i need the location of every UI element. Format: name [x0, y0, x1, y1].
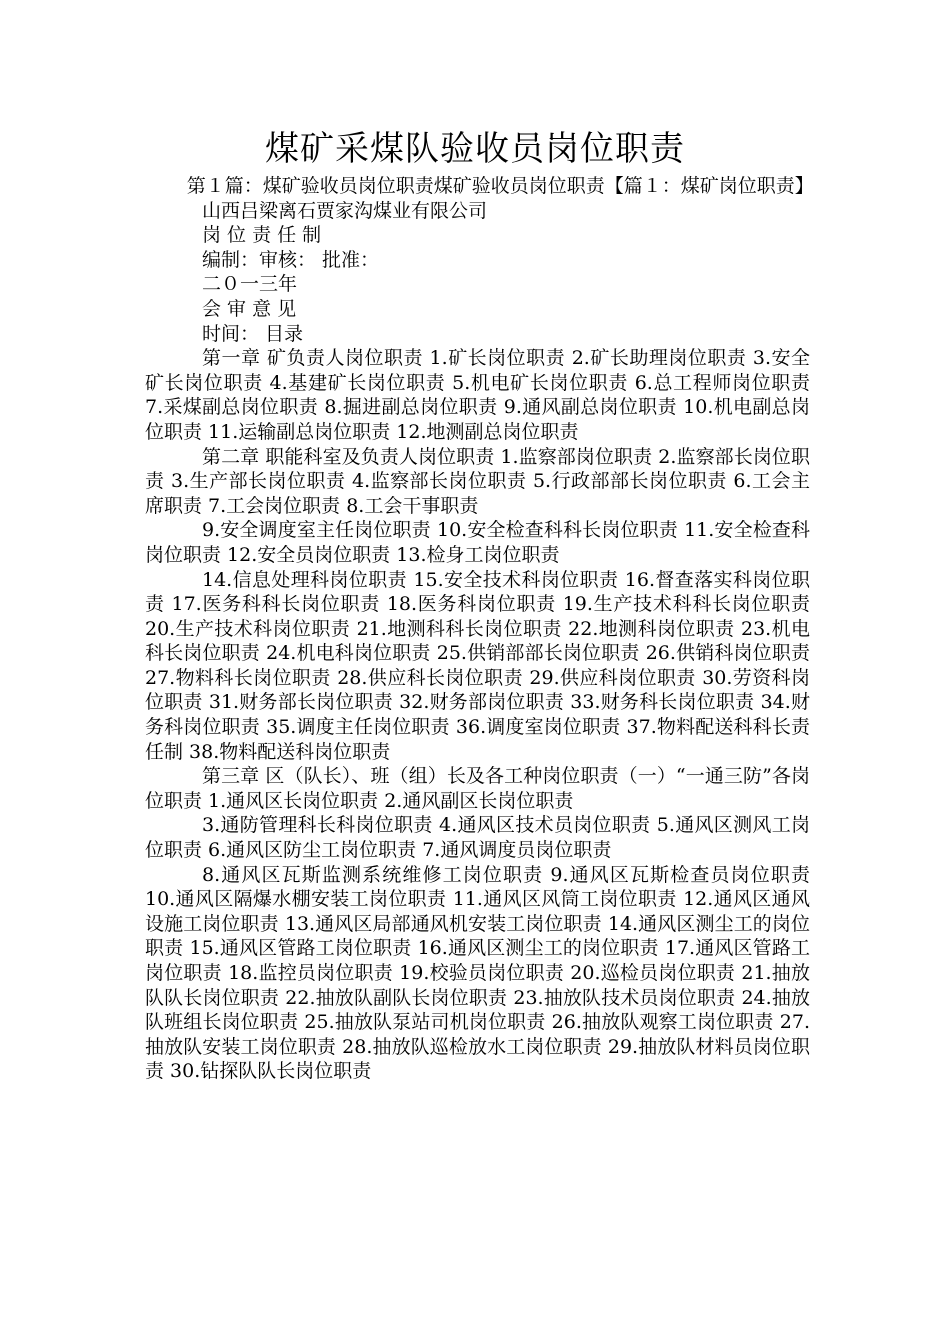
paragraph-chapter-3-cont-a: 3.通防管理科长科岗位职责 4.通风区技术员岗位职责 5.通风区测风工岗位职责 6.通风区防尘工岗位职责 7.通风调度员岗位职责 [145, 814, 810, 862]
paragraph-system-title: 岗 位 责 任 制 [202, 224, 322, 247]
paragraph-company: 山西吕梁离石贾家沟煤业有限公司 [202, 199, 488, 222]
paragraph-chapter-1: 第一章 矿负责人岗位职责 1.矿长岗位职责 2.矿长助理岗位职责 3.安全矿长岗位职责 4.基建矿长岗位职责 5.机电矿长岗位职责 6.总工程师岗位职责 7.采煤副总岗位职责 8.掘进副总岗位职责 9.通风副总岗位职责 10.机电副总岗位职责 11.运输副总岗位职责 12.地测副总岗位职责 [145, 347, 810, 443]
paragraph-chapter-3-cont-b: 8.通风区瓦斯监测系统维修工岗位职责 9.通风区瓦斯检查员岗位职责 10.通风区隔爆水棚安装工岗位职责 11.通风区风筒工岗位职责 12.通风区通风设施工岗位职责 13.通风区局部通风机安装工岗位职责 14.通风区测尘工的岗位职责 15.通风区管路工岗位职责 16.通风区测尘工的岗位职责 17.通风区管路工岗位职责 18.监控员岗位职责 19.校验员岗位职责 20.巡检员岗位职责 21.抽放队队长岗位职责 22.抽放队副队长岗位职责 23.抽放队技术员岗位职责 24.抽放队班组长岗位职责 25.抽放队泵站司机岗位职责 26.抽放队观察工岗位职责 27.抽放队安装工岗位职责 28.抽放队巡检放水工岗位职责 29.抽放队材料员岗位职责 30.钻探队队长岗位职责 [145, 863, 810, 1083]
paragraph-chapter-2-cont-b: 14.信息处理科岗位职责 15.安全技术科岗位职责 16.督查落实科岗位职责 17.医务科科长岗位职责 18.医务科岗位职责 19.生产技术科科长岗位职责 20.生产技术科岗位职责 21.地测科科长岗位职责 22.地测科岗位职责 23.机电科长岗位职责 24.机电科岗位职责 25.供销部部长岗位职责 26.供销科岗位职责 27.物料科长岗位职责 28.供应科长岗位职责 29.供应科岗位职责 30.劳资科岗位职责 31.财务部长岗位职责 32.财务部岗位职责 33.财务科长岗位职责 34.财务科岗位职责 35.调度主任岗位职责 36.调度室岗位职责 37.物料配送科科长责任制 38.物料配送科岗位职责 [145, 568, 810, 763]
paragraph-time-toc: 时间： 目录 [202, 322, 304, 345]
document-title: 煤矿采煤队验收员岗位职责 [265, 129, 685, 169]
paragraph-chapter-source: 第１篇：煤矿验收员岗位职责煤矿验收员岗位职责【篇１：煤矿岗位职责】 [186, 175, 814, 197]
paragraph-review: 会 审 意 见 [202, 297, 297, 320]
paragraph-chapter-2: 第二章 职能科室及负责人岗位职责 1.监察部岗位职责 2.监察部长岗位职责 3.生产部长岗位职责 4.监察部长岗位职责 5.行政部部长岗位职责 6.工会主席职责 7.工会岗位职责 8.工会干事职责 [145, 445, 810, 517]
document-body [145, 174, 814, 1084]
paragraph-year: 二０一三年 [202, 273, 298, 296]
paragraph-chapter-3: 第三章 区（队长）、班（组）长及各工种岗位职责（一）“一通三防”各岗位职责 1.通风区长岗位职责 2.通风副区长岗位职责 [145, 765, 810, 812]
paragraph-editors: 编制：审核： 批准： [202, 248, 380, 271]
paragraph-chapter-2-cont-a: 9.安全调度室主任岗位职责 10.安全检查科科长岗位职责 11.安全检查科岗位职责 12.安全员岗位职责 13.检身工岗位职责 [145, 519, 810, 566]
